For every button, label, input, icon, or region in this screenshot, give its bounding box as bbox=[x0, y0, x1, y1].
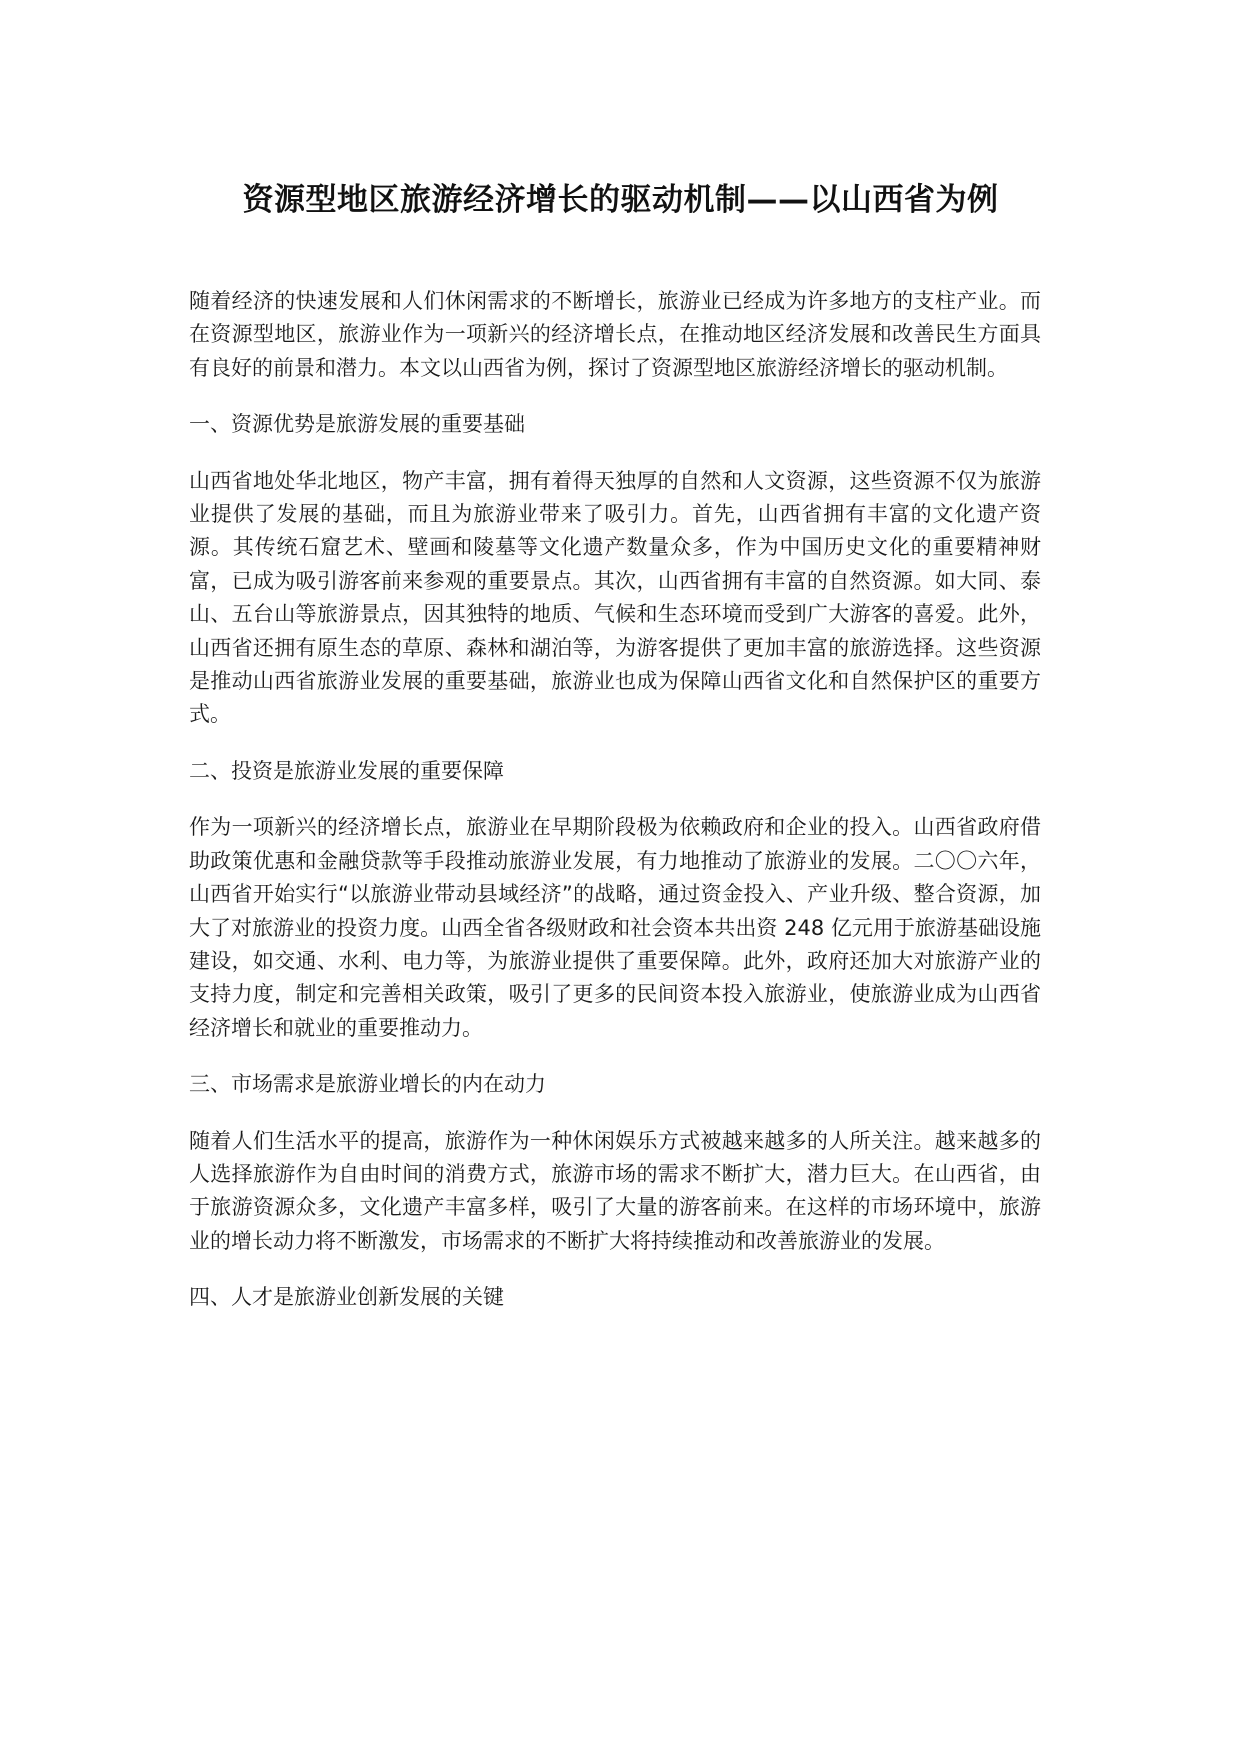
section-heading-2: 二、投资是旅游业发展的重要保障 bbox=[189, 758, 504, 783]
section-paragraph-1: 山西省地处华北地区，物产丰富，拥有着得天独厚的自然和人文资源，这些资源不仅为旅游业提供了发展的基础，而且为旅游业带来了吸引力。首先，山西省拥有丰富的文化遗产资源。其传统石窟艺术、壁画和陵墓等文化遗产数量众多，作为中国历史文化的重要精神财富，已成为吸引游客前来参观的重要景点。其次，山西省拥有丰富的自然资源。如大同、泰山、五台山等旅游景点，因其独特的地质、气候和生态环境而受到广大游客的喜爱。此外，山西省还拥有原生态的草原、森林和湖泊等，为游客提供了更加丰富的旅游选择。这些资源是推动山西省旅游业发展的重要基础，旅游业也成为保障山西省文化和自然保护区的重要方式。 bbox=[189, 468, 1041, 727]
document-title: 资源型地区旅游经济增长的驱动机制——以山西省为例 bbox=[242, 182, 999, 218]
section-heading-1: 一、资源优势是旅游发展的重要基础 bbox=[189, 412, 525, 437]
section-paragraph-3: 随着人们生活水平的提高，旅游作为一种休闲娱乐方式被越来越多的人所关注。越来越多的人选择旅游作为自由时间的消费方式，旅游市场的需求不断扩大，潜力巨大。在山西省，由于旅游资源众多，文化遗产丰富多样，吸引了大量的游客前来。在这样的市场环境中，旅游业的增长动力将不断激发，市场需求的不断扩大将持续推动和改善旅游业的发展。 bbox=[189, 1128, 1041, 1253]
section-paragraph-2: 作为一项新兴的经济增长点，旅游业在早期阶段极为依赖政府和企业的投入。山西省政府借助政策优惠和金融贷款等手段推动旅游业发展，有力地推动了旅游业的发展。二〇〇六年，山西省开始实行“以旅游业带动县域经济”的战略，通过资金投入、产业升级、整合资源，加大了对旅游业的投资力度。山西全省各级财政和社会资本共出资 248 亿元用于旅游基础设施建设，如交通、水利、电力等，为旅游业提供了重要保障。此外，政府还加大对旅游产业的支持力度，制定和完善相关政策，吸引了更多的民间资本投入旅游业，使旅游业成为山西省经济增长和就业的重要推动力。 bbox=[189, 815, 1041, 1040]
document-body bbox=[189, 285, 1041, 1338]
section-heading-4: 四、人才是旅游业创新发展的关键 bbox=[189, 1285, 504, 1310]
intro-paragraph: 随着经济的快速发展和人们休闲需求的不断增长，旅游业已经成为许多地方的支柱产业。而在资源型地区，旅游业作为一项新兴的经济增长点，在推动地区经济发展和改善民生方面具有良好的前景和潜力。本文以山西省为例，探讨了资源型地区旅游经济增长的驱动机制。 bbox=[189, 289, 1041, 380]
section-heading-3: 三、市场需求是旅游业增长的内在动力 bbox=[189, 1072, 546, 1097]
